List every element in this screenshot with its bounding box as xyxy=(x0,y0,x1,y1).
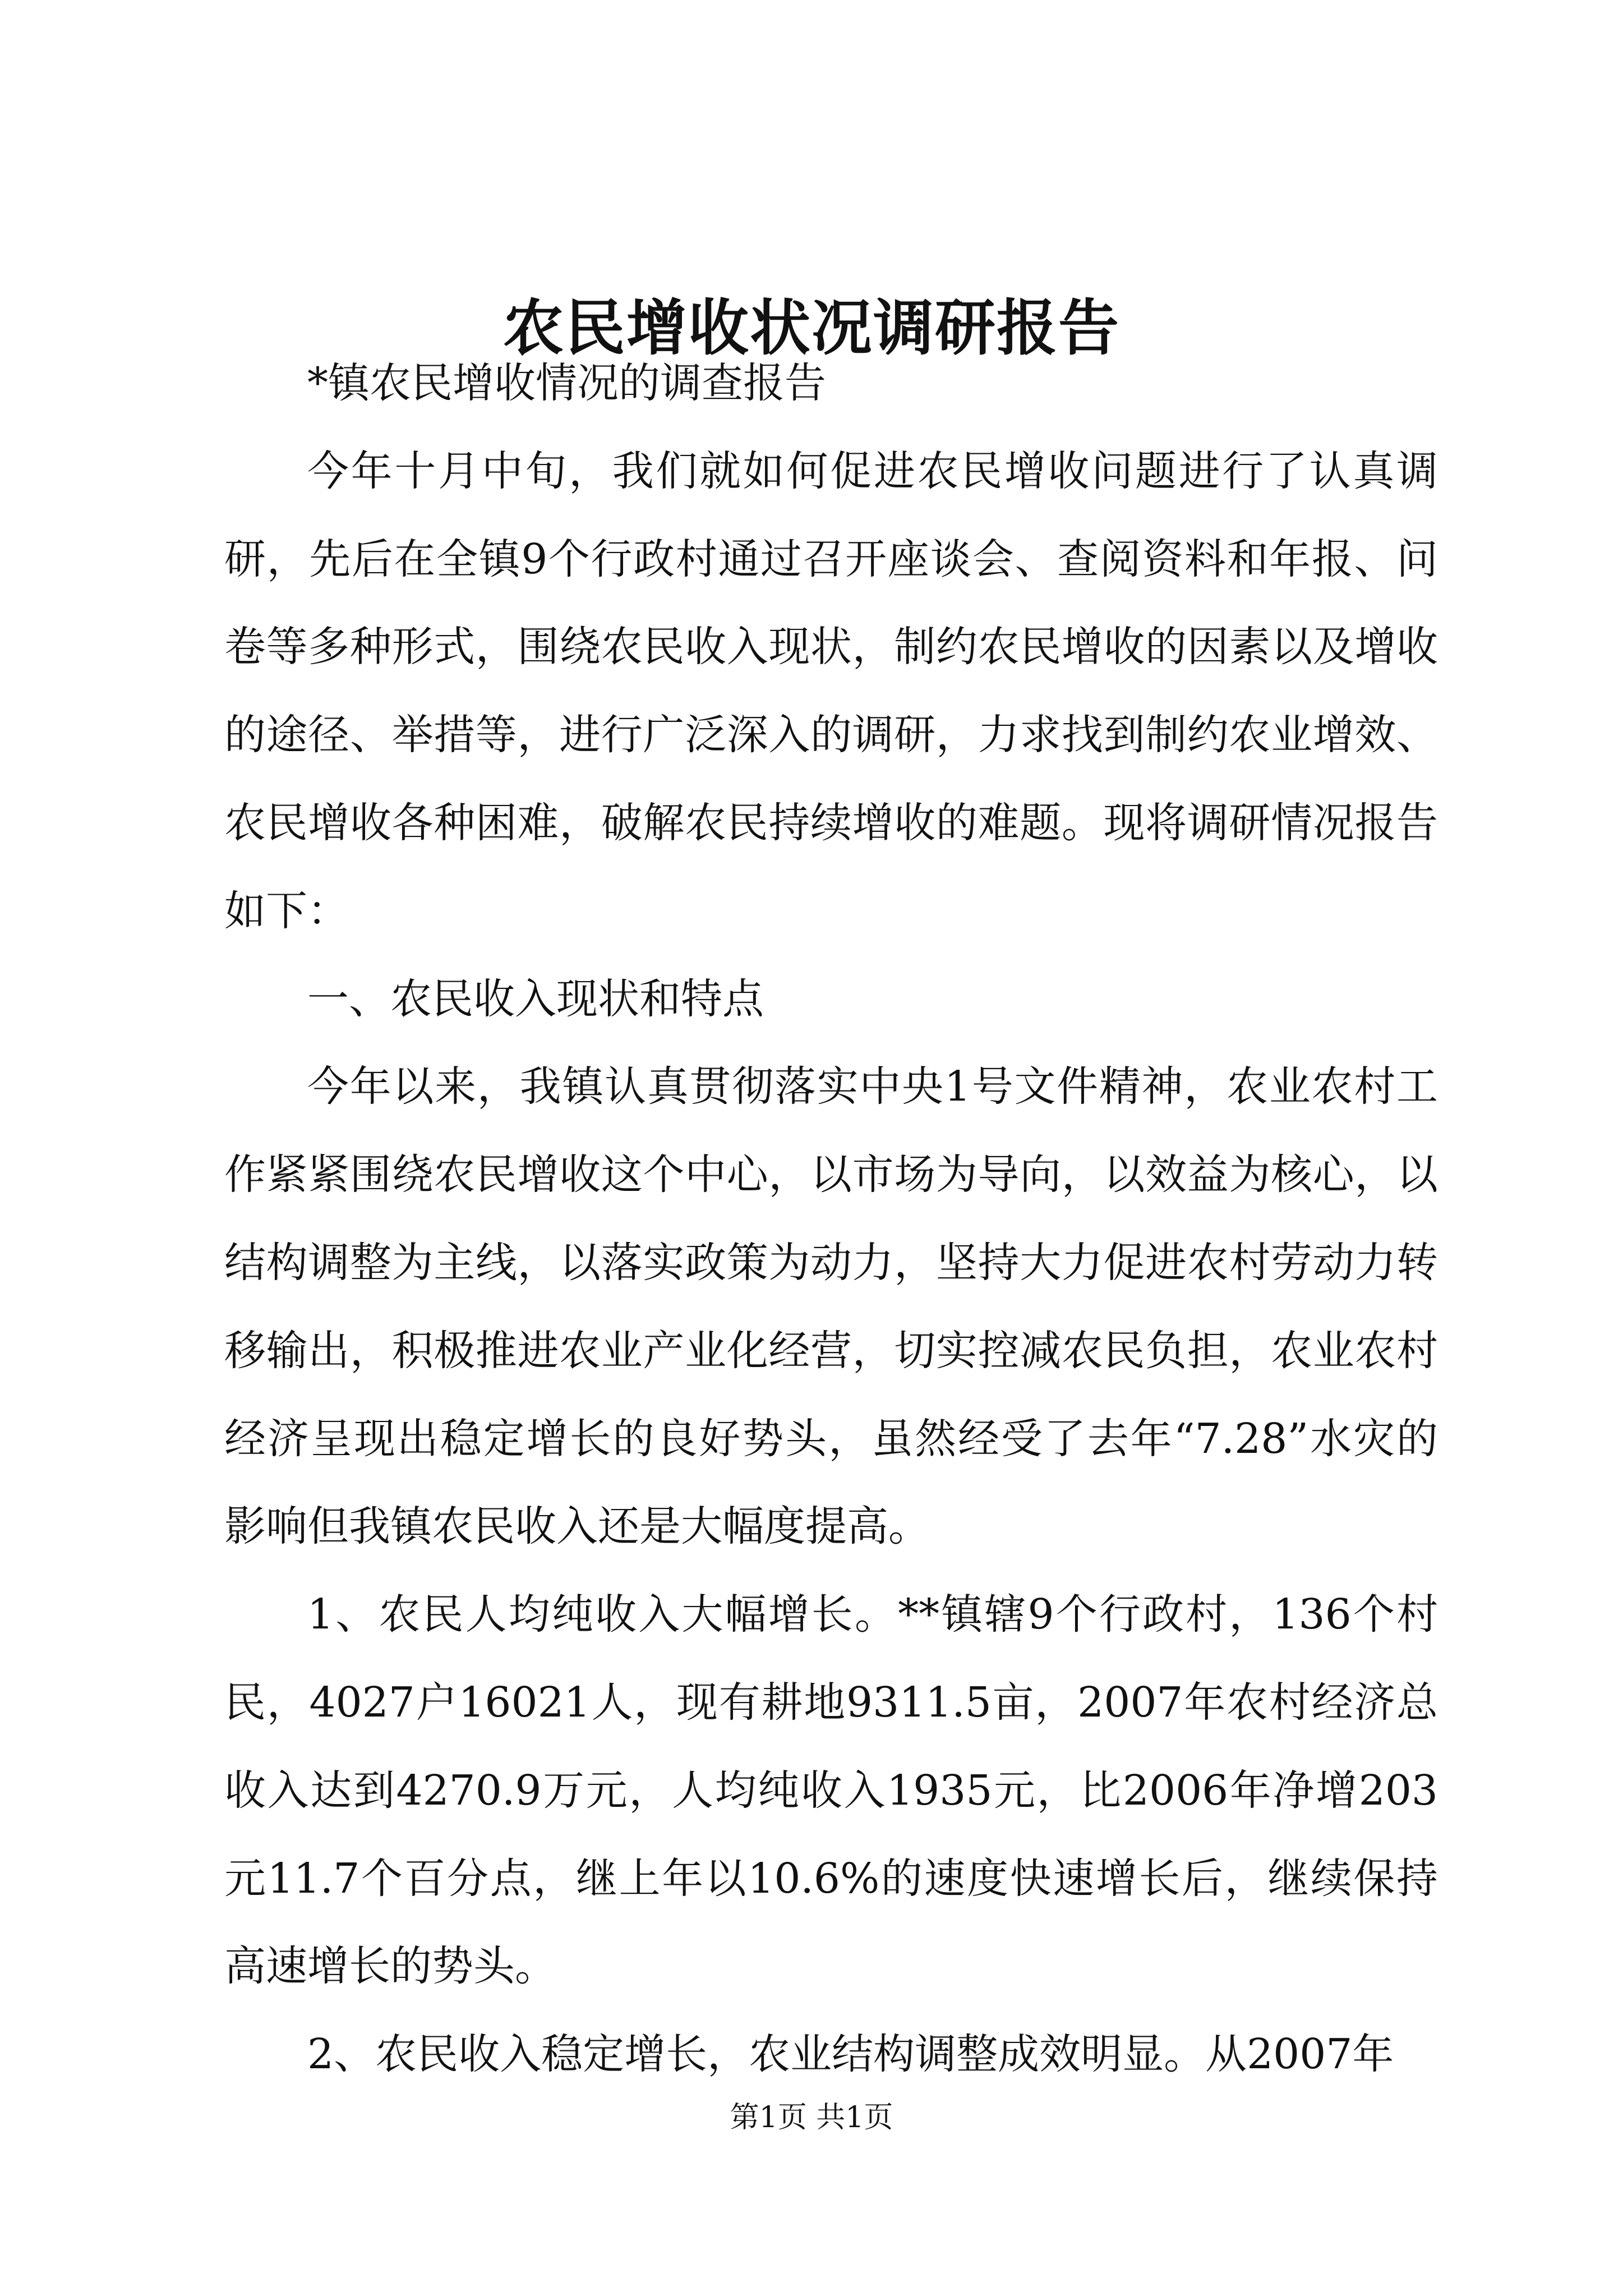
document-body xyxy=(224,339,1438,2099)
document-title: 农民增收状况调研报告 xyxy=(502,293,1120,364)
page-footer: 第1页 共1页 xyxy=(730,2101,893,2134)
intro-paragraph: 今年十月中旬，我们就如何促进农民增收问题进行了认真调研，先后在全镇9个行政村通过召开座谈会、查阅资料和年报、问卷等多种形式，围绕农民收入现状，制约农民增收的因素以及增收的途径、举措等，进行广泛深入的调研，力求找到制约农业增效、农民增收各种困难，破解农民持续增收的难题。现将调研情况报告如下： xyxy=(224,447,1438,935)
body-paragraph: 1、农民人均纯收入大幅增长。**镇辖9个行政村，136个村民，4027户16021人，现有耕地9311.5亩，2007年农村经济总收入达到4270.9万元，人均纯收入1935元，比2006年净增203元11.7个百分点，继上年以10.6%的速度快速增长后，继续保持高速增长的势头。 xyxy=(224,1590,1438,1991)
body-paragraph: 2、农民收入稳定增长，农业结构调整成效明显。从2007年 xyxy=(307,2030,1394,2079)
subtitle-paragraph: *镇农民增收情况的调查报告 xyxy=(307,359,826,407)
body-paragraph: 今年以来，我镇认真贯彻落实中央1号文件精神，农业农村工作紧紧围绕农民增收这个中心，以市场为导向，以效益为核心，以结构调整为主线，以落实政策为动力，坚持大力促进农村劳动力转移输出，积极推进农业产业化经营，切实控减农民负担，农业农村经济呈现出稳定增长的良好势头，虽然经受了去年“7.28”水灾的影响但我镇农民收入还是大幅度提高。 xyxy=(224,1062,1438,1551)
section-heading: 一、农民收入现状和特点 xyxy=(307,974,764,1023)
